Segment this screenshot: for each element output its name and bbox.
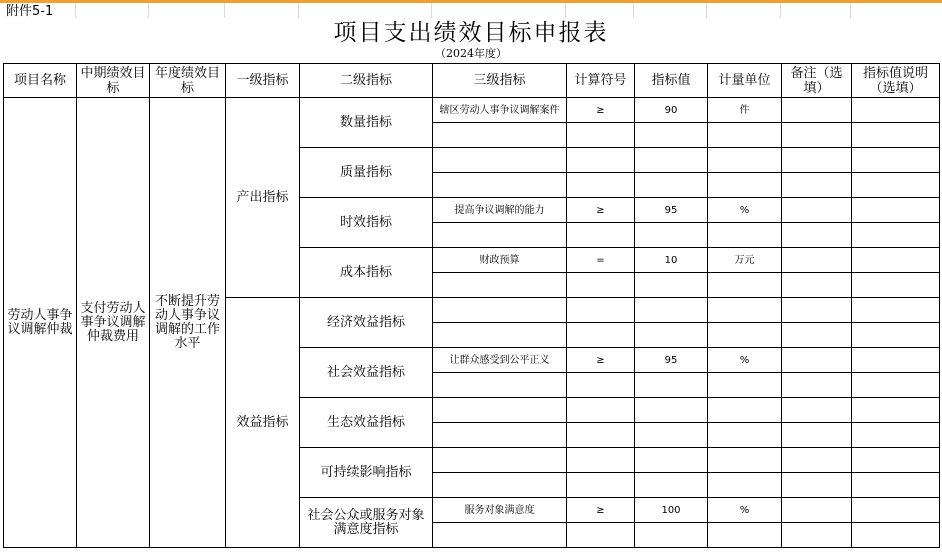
symbol-quantity-cell: ≥ xyxy=(567,98,635,123)
unit-quantity-cell: 件 xyxy=(708,98,782,123)
level2-satisfaction-cell: 社会公众或服务对象满意度指标 xyxy=(300,498,433,548)
page-title: 项目支出绩效目标申报表 xyxy=(333,20,609,46)
unit-social-cell: % xyxy=(708,348,782,373)
header-level1: 一级指标 xyxy=(226,64,300,98)
level2-social-cell: 社会效益指标 xyxy=(300,348,433,398)
value-timeliness-cell: 95 xyxy=(635,198,708,223)
table-row xyxy=(4,98,940,123)
level3-social-cell: 让群众感受到公平正义 xyxy=(433,348,567,373)
value-note-cell xyxy=(852,98,940,123)
level1-output-cell: 产出指标 xyxy=(226,98,300,298)
level3-quantity-cell: 辖区劳动人事争议调解案件 xyxy=(433,98,567,123)
header-remarks: 备注（选填） xyxy=(782,64,852,98)
remarks-cell xyxy=(782,98,852,123)
symbol-cost-cell: = xyxy=(567,248,635,273)
level1-benefit-cell: 效益指标 xyxy=(226,298,300,548)
header-calc-symbol: 计算符号 xyxy=(567,64,635,98)
attachment-label: 附件5-1 xyxy=(6,4,54,19)
value-quantity-cell: 90 xyxy=(635,98,708,123)
unit-satisfaction-cell: % xyxy=(708,498,782,523)
header-level3: 三级指标 xyxy=(433,64,567,98)
level2-cost-cell: 成本指标 xyxy=(300,248,433,298)
header-unit: 计量单位 xyxy=(708,64,782,98)
level3-timeliness-cell: 提高争议调解的能力 xyxy=(433,198,567,223)
header-annual-target: 年度绩效目标 xyxy=(150,64,226,98)
header-row xyxy=(4,64,940,98)
level2-timeliness-cell: 时效指标 xyxy=(300,198,433,248)
value-social-cell: 95 xyxy=(635,348,708,373)
value-satisfaction-cell: 100 xyxy=(635,498,708,523)
project-name-cell: 劳动人事争议调解仲裁 xyxy=(4,98,77,548)
level2-quantity-cell: 数量指标 xyxy=(300,98,433,148)
level2-sustainable-cell: 可持续影响指标 xyxy=(300,448,433,498)
symbol-satisfaction-cell: ≥ xyxy=(567,498,635,523)
symbol-social-cell: ≥ xyxy=(567,348,635,373)
level2-ecological-cell: 生态效益指标 xyxy=(300,398,433,448)
mid-target-cell: 支付劳动人事争议调解仲裁费用 xyxy=(77,98,150,548)
header-level2: 二级指标 xyxy=(300,64,433,98)
level2-quality-cell: 质量指标 xyxy=(300,148,433,198)
level2-economic-cell: 经济效益指标 xyxy=(300,298,433,348)
header-value-note: 指标值说明（选填） xyxy=(852,64,940,98)
header-indicator-value: 指标值 xyxy=(635,64,708,98)
level3-cost-cell: 财政预算 xyxy=(433,248,567,273)
symbol-timeliness-cell: ≥ xyxy=(567,198,635,223)
level3-satisfaction-cell: 服务对象满意度 xyxy=(433,498,567,523)
unit-timeliness-cell: % xyxy=(708,198,782,223)
header-project-name: 项目名称 xyxy=(4,64,77,98)
year-note: （2024年度） xyxy=(435,47,507,60)
annual-target-cell: 不断提升劳动人事争议调解的工作水平 xyxy=(150,98,226,548)
value-cost-cell: 10 xyxy=(635,248,708,273)
performance-table xyxy=(3,63,940,548)
header-mid-target: 中期绩效目标 xyxy=(77,64,150,98)
unit-cost-cell: 万元 xyxy=(708,248,782,273)
